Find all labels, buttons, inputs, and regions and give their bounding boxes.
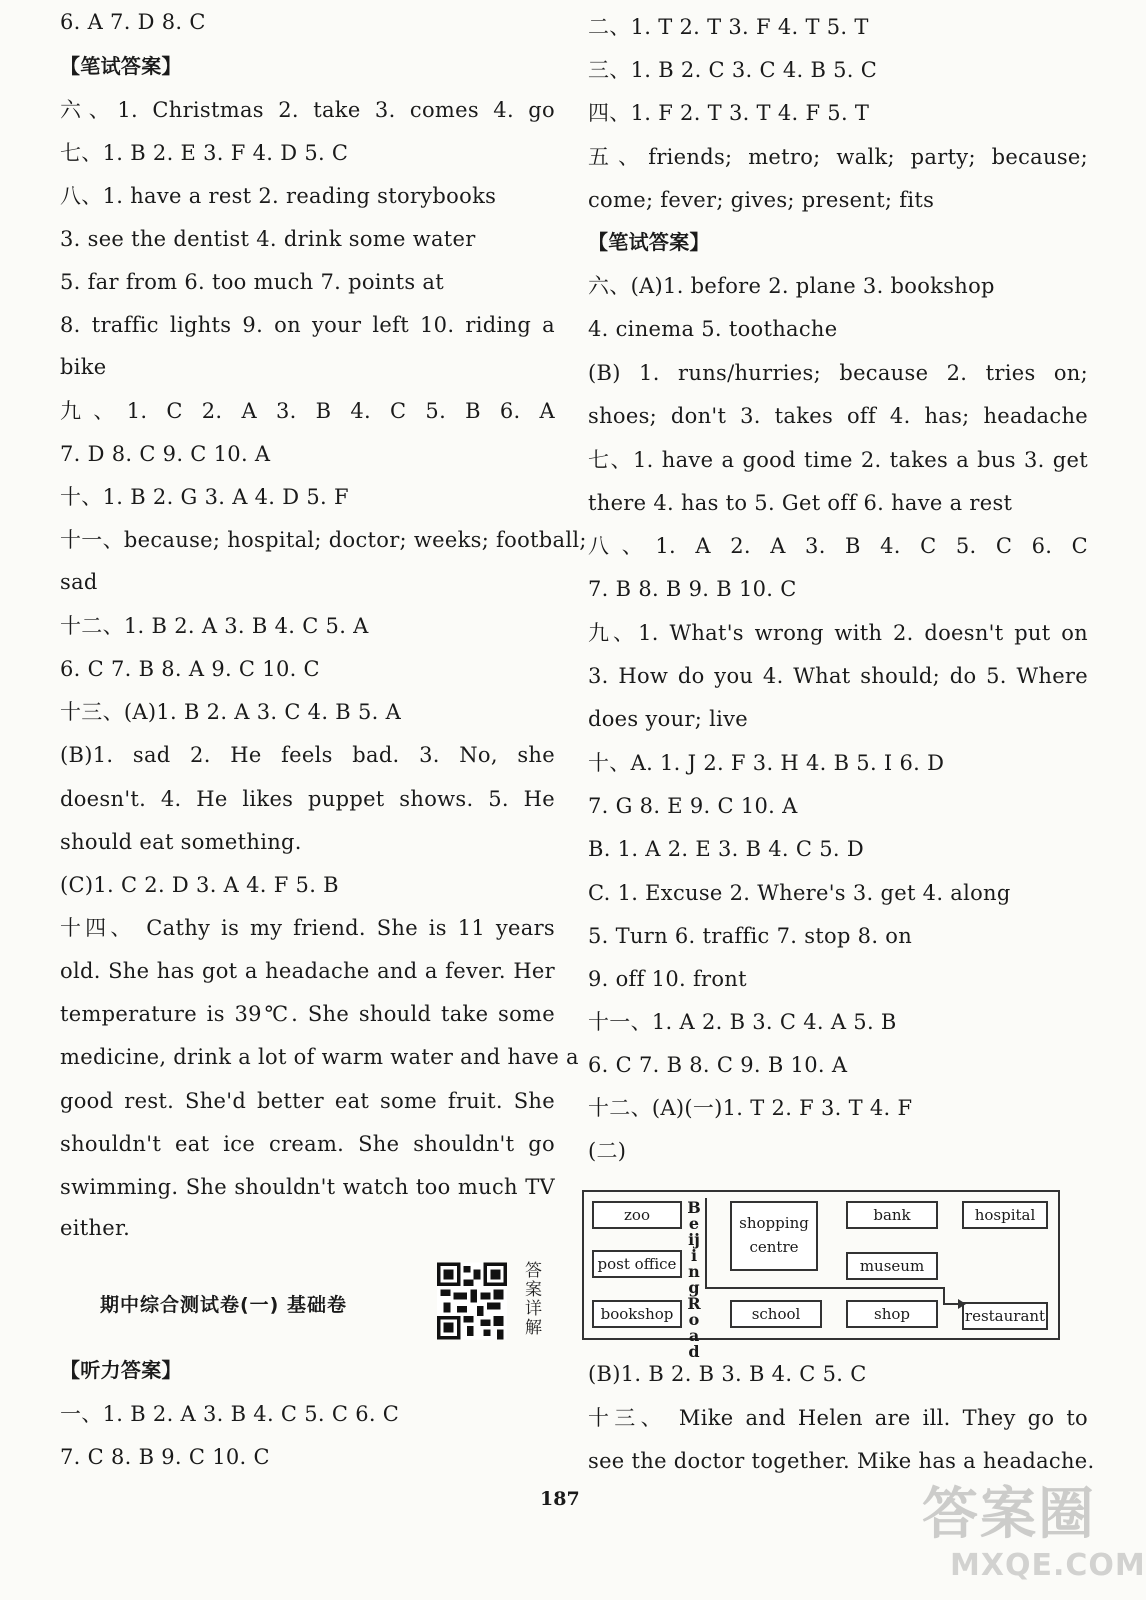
answer-line: 十一、because; hospital; doctor; weeks; football; (60, 528, 587, 552)
qr-code-icon[interactable] (437, 1262, 507, 1340)
answer-line: medicine, drink a lot of warm water and have a (60, 1045, 579, 1069)
answer-line: 四、1. F 2. T 3. T 4. F 5. T (588, 101, 870, 125)
answer-line: 6. C 7. B 8. A 9. C 10. C (60, 657, 320, 681)
map-restaurant: restaurant (962, 1302, 1048, 1330)
answer-line: (C)1. C 2. D 3. A 4. F 5. B (60, 873, 339, 897)
answer-line: 十三、 Mike and Helen are ill. They go to (588, 1406, 1088, 1430)
answer-line: swimming. She shouldn't watch too much TV (60, 1175, 555, 1199)
answer-line: 5. far from 6. too much 7. points at (60, 270, 444, 294)
answer-line: 7. B 8. B 9. B 10. C (588, 577, 797, 601)
answer-line: there 4. has to 5. Get off 6. have a rest (588, 491, 1013, 515)
answer-line: old. She has got a headache and a fever. Her (60, 959, 555, 983)
answer-line: 4. cinema 5. toothache (588, 317, 838, 341)
answer-line: 十二、(A)(一)1. T 2. F 3. T 4. F (588, 1096, 913, 1120)
answer-line: B. 1. A 2. E 3. B 4. C 5. D (588, 837, 864, 861)
answer-line: (二) (588, 1139, 627, 1163)
answer-line: 六、1. Christmas 2. take 3. comes 4. go (60, 98, 555, 122)
answer-line: (B)1. B 2. B 3. B 4. C 5. C (588, 1362, 867, 1386)
map-post-office: post office (592, 1250, 682, 1278)
map-school: school (730, 1300, 822, 1328)
watermark-text: 答案圈 (922, 1482, 1096, 1547)
page-number: 187 (540, 1488, 580, 1510)
answer-line: 6. C 7. B 8. C 9. B 10. A (588, 1053, 848, 1077)
answer-line: 9. off 10. front (588, 967, 747, 991)
answer-line: (B)1. sad 2. He feels bad. 3. No, she (60, 743, 555, 767)
answer-line: 十四、 Cathy is my friend. She is 11 years (60, 916, 555, 940)
answer-line: come; fever; gives; present; fits (588, 188, 935, 212)
answer-line: 一、1. B 2. A 3. B 4. C 5. C 6. C (60, 1402, 400, 1426)
answer-line: 九、1. What's wrong with 2. doesn't put on (588, 621, 1088, 645)
answer-line: 7. G 8. E 9. C 10. A (588, 794, 798, 818)
answer-line: 7. D 8. C 9. C 10. A (60, 442, 271, 466)
test-title: 期中综合测试卷(一) 基础卷 (100, 1294, 347, 1316)
answer-line: 十三、(A)1. B 2. A 3. C 4. B 5. A (60, 700, 402, 724)
qr-label: 答案详解 (525, 1261, 542, 1338)
map-hospital: hospital (962, 1201, 1048, 1229)
section-heading: 【听力答案】 (60, 1358, 182, 1382)
answer-line: 8. traffic lights 9. on your left 10. riding a (60, 313, 555, 337)
answer-line: 十二、1. B 2. A 3. B 4. C 5. A (60, 614, 369, 638)
map-shop: shop (846, 1300, 938, 1328)
answer-line: 6. A 7. D 8. C (60, 10, 206, 34)
answer-line: should eat something. (60, 830, 302, 854)
answer-line: bike (60, 355, 107, 379)
answer-line: 六、(A)1. before 2. plane 3. bookshop (588, 274, 995, 298)
watermark-logo (900, 1470, 1146, 1596)
answer-line: 八、1. have a rest 2. reading storybooks (60, 184, 497, 208)
answer-line: doesn't. 4. He likes puppet shows. 5. He (60, 787, 555, 811)
answer-line: shoes; don't 3. takes off 4. has; headache (588, 404, 1088, 428)
map-bank: bank (846, 1201, 938, 1229)
map-zoo: zoo (592, 1201, 682, 1229)
answer-line: 二、1. T 2. T 3. F 4. T 5. T (588, 15, 869, 39)
answer-line: 3. see the dentist 4. drink some water (60, 227, 476, 251)
answer-line: shouldn't eat ice cream. She shouldn't go (60, 1132, 555, 1156)
map-shopping-centre: shopping centre (730, 1201, 818, 1271)
answer-line: 八、1. A 2. A 3. B 4. C 5. C 6. C (588, 534, 1088, 558)
answer-line: does your; live (588, 707, 749, 731)
map-bookshop: bookshop (592, 1300, 682, 1328)
answer-line: see the doctor together. Mike has a headache. (588, 1449, 1095, 1473)
answer-line: 九、1. C 2. A 3. B 4. C 5. B 6. A (60, 399, 555, 423)
answer-line: (B) 1. runs/hurries; because 2. tries on; (588, 361, 1088, 385)
map-route-arrow (584, 1192, 1058, 1338)
watermark-url: MXQE.COM (950, 1548, 1146, 1583)
answer-line: 五、friends; metro; walk; party; because; (588, 145, 1088, 169)
street-map-diagram (582, 1190, 1060, 1361)
answer-line: 七、1. have a good time 2. takes a bus 3. get (588, 448, 1088, 472)
answer-line: temperature is 39℃. She should take some (60, 1002, 555, 1026)
answer-line: good rest. She'd better eat some fruit. She (60, 1089, 555, 1113)
section-heading: 【笔试答案】 (588, 230, 710, 254)
section-heading: 【笔试答案】 (60, 54, 182, 78)
answer-line: 7. C 8. B 9. C 10. C (60, 1445, 270, 1469)
answer-line: either. (60, 1216, 131, 1240)
answer-line: 5. Turn 6. traffic 7. stop 8. on (588, 924, 913, 948)
map-road-label: Beijing Road (687, 1198, 701, 1361)
answer-line: C. 1. Excuse 2. Where's 3. get 4. along (588, 881, 1011, 905)
map-museum: museum (846, 1252, 938, 1280)
answer-line: 十一、1. A 2. B 3. C 4. A 5. B (588, 1010, 897, 1034)
answer-line: 十、A. 1. J 2. F 3. H 4. B 5. I 6. D (588, 751, 945, 775)
answer-line: 3. How do you 4. What should; do 5. Where (588, 664, 1088, 688)
answer-line: 七、1. B 2. E 3. F 4. D 5. C (60, 141, 349, 165)
answer-line: sad (60, 570, 98, 594)
answer-line: 三、1. B 2. C 3. C 4. B 5. C (588, 58, 878, 82)
answer-line: 十、1. B 2. G 3. A 4. D 5. F (60, 485, 349, 509)
